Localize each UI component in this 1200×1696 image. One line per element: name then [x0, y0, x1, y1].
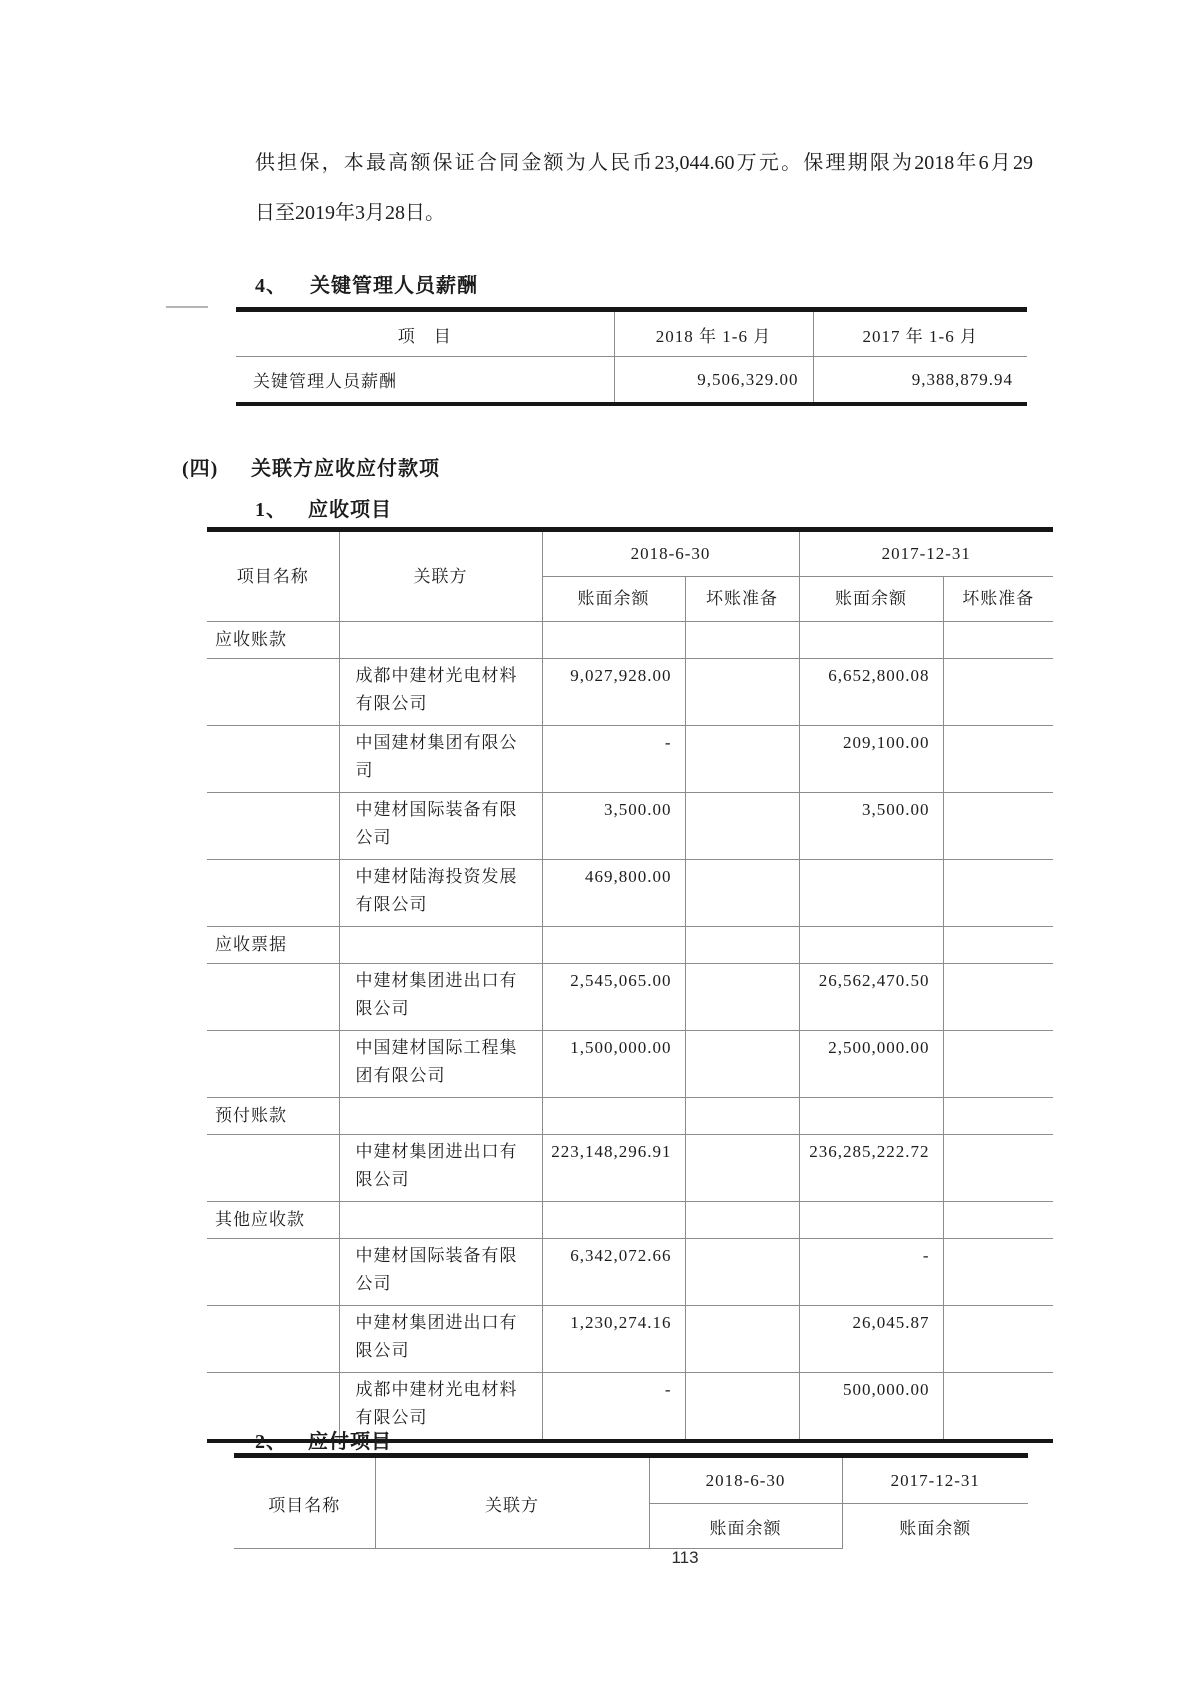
row-balance-2018: 9,027,928.00: [542, 659, 685, 726]
row-party: [339, 1202, 542, 1239]
section-four-heading: [182, 452, 440, 481]
row-party: [339, 1098, 542, 1135]
row-party: 中建材集团进出口有限公司: [339, 1135, 542, 1202]
row-balance-2018: 223,148,296.91: [542, 1135, 685, 1202]
section4-title: 关键管理人员薪酬: [310, 275, 478, 297]
table-row: [207, 927, 1053, 964]
payables-subheader-balance-2017: 账面余额: [899, 1518, 972, 1538]
row-balance-2017: 500,000.00: [799, 1373, 943, 1442]
payables-number: 2、: [255, 1431, 287, 1453]
receivables-title: 应收项目: [308, 499, 392, 521]
table-row: [207, 622, 1053, 659]
compensation-value-2017: 9,388,879.94: [911, 369, 1013, 389]
row-balance-2017: 6,652,800.08: [799, 659, 943, 726]
row-balance-2017: [799, 860, 943, 927]
payables-title: 应付项目: [308, 1431, 392, 1453]
receivables-subheader-baddebt-2018: 坏账准备: [685, 577, 799, 622]
row-party: 中建材集团进出口有限公司: [339, 964, 542, 1031]
compensation-value-2018: 9,506,329.00: [614, 357, 813, 405]
row-balance-2018: [542, 1098, 685, 1135]
receivables-header-party: 关联方: [339, 530, 542, 622]
row-baddebt-2017: [943, 622, 1053, 659]
row-baddebt-2018: [685, 1373, 799, 1442]
receivables-header-period-2018: 2018-6-30: [542, 530, 799, 577]
table-row: [207, 860, 1053, 927]
receivables-table: [207, 527, 1053, 1443]
section4-number: 4、: [255, 275, 287, 297]
row-baddebt-2017: [943, 1031, 1053, 1098]
row-baddebt-2017: [943, 1306, 1053, 1373]
row-baddebt-2017: [943, 860, 1053, 927]
row-baddebt-2018: [685, 964, 799, 1031]
row-balance-2018: 3,500.00: [542, 793, 685, 860]
row-baddebt-2017: [943, 659, 1053, 726]
row-baddebt-2018: [685, 1306, 799, 1373]
row-balance-2017: 209,100.00: [799, 726, 943, 793]
row-balance-2017: [799, 1202, 943, 1239]
row-balance-2017: [799, 927, 943, 964]
payables-header-party: 关联方: [375, 1456, 649, 1549]
row-party: 中建材集团进出口有限公司: [339, 1306, 542, 1373]
row-balance-2017: 2,500,000.00: [799, 1031, 943, 1098]
row-item: 应收账款: [207, 622, 339, 659]
row-balance-2018: 2,545,065.00: [542, 964, 685, 1031]
row-baddebt-2017: [943, 964, 1053, 1031]
row-item: [207, 860, 339, 927]
row-baddebt-2017: [943, 1239, 1053, 1306]
section4-heading: [255, 269, 478, 298]
section-four-number: (四): [182, 458, 219, 480]
page-number: 113: [671, 1548, 699, 1567]
payables-header-period-2017: 2017-12-31: [842, 1456, 1028, 1504]
row-balance-2017: [799, 1098, 943, 1135]
row-balance-2018: [542, 927, 685, 964]
row-baddebt-2017: [943, 793, 1053, 860]
row-item: [207, 659, 339, 726]
compensation-table: [236, 307, 1027, 406]
row-baddebt-2018: [685, 1202, 799, 1239]
row-baddebt-2017: [943, 1373, 1053, 1442]
compensation-row-label: 关键管理人员薪酬: [236, 357, 614, 405]
receivables-header-row-1: [207, 530, 1053, 577]
row-baddebt-2018: [685, 860, 799, 927]
payables-heading: [255, 1425, 392, 1454]
payables-subheader-balance-2018: 账面余额: [649, 1504, 842, 1549]
row-party: [339, 927, 542, 964]
margin-revision-mark: [166, 306, 208, 308]
row-item: [207, 1306, 339, 1373]
table-row: [207, 793, 1053, 860]
row-item: [207, 964, 339, 1031]
row-item: [207, 1239, 339, 1306]
row-balance-2018: 1,500,000.00: [542, 1031, 685, 1098]
row-item: [207, 1031, 339, 1098]
table-row: [207, 1306, 1053, 1373]
row-party: 中国建材集团有限公司: [339, 726, 542, 793]
compensation-header-2018: 2018 年 1-6 月: [614, 310, 813, 357]
row-baddebt-2017: [943, 1202, 1053, 1239]
row-baddebt-2018: [685, 1135, 799, 1202]
table-row: [207, 1239, 1053, 1306]
compensation-header-item: 项 目: [236, 310, 614, 357]
row-party: 中国建材国际工程集团有限公司: [339, 1031, 542, 1098]
receivables-header-item: 项目名称: [207, 530, 339, 622]
row-party: 中建材国际装备有限公司: [339, 1239, 542, 1306]
table-row: [207, 659, 1053, 726]
row-baddebt-2017: [943, 1135, 1053, 1202]
row-party: 中建材陆海投资发展有限公司: [339, 860, 542, 927]
compensation-header-row: [236, 310, 1027, 357]
compensation-header-2017: 2017 年 1-6 月: [813, 310, 1027, 357]
compensation-data-row: [236, 357, 1027, 405]
paragraph-line-2: 日至2019年3月28日。: [255, 202, 445, 224]
table-row: [207, 1135, 1053, 1202]
row-balance-2017: 26,562,470.50: [799, 964, 943, 1031]
table-row: [207, 726, 1053, 793]
table-row: [207, 1031, 1053, 1098]
row-party: [339, 622, 542, 659]
payables-header-row-1: [234, 1456, 1028, 1504]
row-item: [207, 793, 339, 860]
row-baddebt-2018: [685, 1239, 799, 1306]
section-four-title: 关联方应收应付款项: [251, 458, 440, 480]
row-balance-2018: [542, 1202, 685, 1239]
row-balance-2017: -: [799, 1239, 943, 1306]
row-balance-2017: 236,285,222.72: [799, 1135, 943, 1202]
row-balance-2017: 26,045.87: [799, 1306, 943, 1373]
row-item: 预付账款: [207, 1098, 339, 1135]
row-item: 应收票据: [207, 927, 339, 964]
row-balance-2017: [799, 622, 943, 659]
table-row: [207, 1202, 1053, 1239]
table-row: [207, 1098, 1053, 1135]
row-balance-2018: -: [542, 726, 685, 793]
row-party: 中建材国际装备有限公司: [339, 793, 542, 860]
receivables-header-period-2017: 2017-12-31: [799, 530, 1053, 577]
row-baddebt-2018: [685, 622, 799, 659]
row-balance-2018: 1,230,274.16: [542, 1306, 685, 1373]
row-baddebt-2017: [943, 726, 1053, 793]
row-party: 成都中建材光电材料有限公司: [339, 659, 542, 726]
row-item: [207, 726, 339, 793]
receivables-number: 1、: [255, 499, 287, 521]
row-baddebt-2018: [685, 1098, 799, 1135]
receivables-subheader-balance-2018: 账面余额: [542, 577, 685, 622]
row-baddebt-2018: [685, 793, 799, 860]
row-balance-2018: [542, 622, 685, 659]
row-item: [207, 1135, 339, 1202]
receivables-subheader-baddebt-2017: 坏账准备: [943, 577, 1053, 622]
row-balance-2018: -: [542, 1373, 685, 1442]
row-balance-2018: 6,342,072.66: [542, 1239, 685, 1306]
table-row: [207, 964, 1053, 1031]
row-baddebt-2017: [943, 927, 1053, 964]
guarantee-paragraph: [255, 138, 1033, 238]
row-baddebt-2018: [685, 927, 799, 964]
payables-header-period-2018: 2018-6-30: [649, 1456, 842, 1504]
row-item: 其他应收款: [207, 1202, 339, 1239]
row-baddebt-2018: [685, 1031, 799, 1098]
row-baddebt-2018: [685, 726, 799, 793]
payables-table: [234, 1453, 1028, 1549]
row-balance-2017: 3,500.00: [799, 793, 943, 860]
payables-header-item: 项目名称: [234, 1456, 375, 1549]
paragraph-line-1: 供担保，本最高额保证合同金额为人民币23,044.60万元。保理期限为2018年6月29: [255, 152, 1033, 174]
receivables-subheader-balance-2017: 账面余额: [799, 577, 943, 622]
row-baddebt-2017: [943, 1098, 1053, 1135]
row-party: 成都中建材光电材料有限公司: [339, 1373, 542, 1442]
row-balance-2018: 469,800.00: [542, 860, 685, 927]
row-baddebt-2018: [685, 659, 799, 726]
receivables-heading: [255, 493, 392, 522]
